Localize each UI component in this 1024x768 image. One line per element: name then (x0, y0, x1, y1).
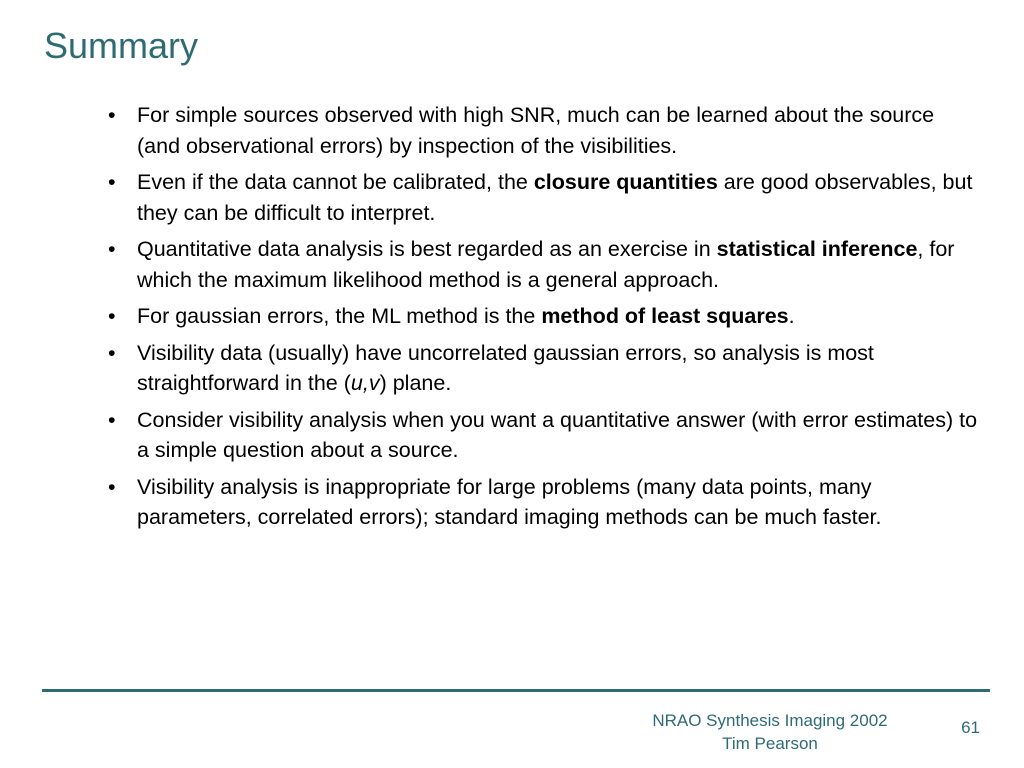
bullet-dot-icon: • (108, 304, 116, 328)
bullet-text: Consider visibility analysis when you want a quantitative answer (with error estimates) to a simple question about a source. (137, 407, 978, 462)
bullet-list (108, 100, 978, 539)
bullet-item (108, 301, 978, 332)
bullet-italic: u,v (350, 371, 380, 395)
footer-credit (620, 709, 920, 755)
bullet-item (108, 100, 978, 161)
bullet-text: Visibility analysis is inappropriate for large problems (many data points, many parameters, correlated errors); standard imaging methods can be much faster. (137, 474, 882, 529)
footer-author: Tim Pearson (722, 734, 818, 753)
bullet-item (108, 405, 978, 466)
bullet-text: Quantitative data analysis is best regarded as an exercise in (137, 237, 717, 261)
page-number: 61 (961, 718, 980, 737)
bullet-text: For gaussian errors, the ML method is the (137, 304, 542, 328)
bullet-text: Visibility data (usually) have uncorrelated gaussian errors, so analysis is most straightforward in the ( (137, 340, 874, 395)
bullet-emphasis: closure quantities (533, 170, 718, 194)
bullet-item (108, 234, 978, 295)
bullet-item (108, 338, 978, 399)
bullet-dot-icon: • (108, 407, 116, 432)
bullet-emphasis: method of least squares (541, 304, 789, 328)
bullet-text: ) plane. (379, 371, 452, 395)
bullet-dot-icon: • (108, 170, 116, 194)
bullet-dot-icon: • (108, 103, 116, 127)
bullet-dot-icon: • (108, 474, 116, 499)
bullet-text: . (788, 304, 795, 328)
bullet-item (108, 167, 978, 228)
bullet-text: are good observables, but they can be difficult to interpret. (137, 170, 973, 225)
bullet-dot-icon: • (108, 340, 116, 365)
bullet-emphasis: statistical inference (716, 237, 918, 261)
bullet-item (108, 472, 978, 533)
slide-title: Summary (44, 25, 199, 66)
footer-divider (42, 689, 990, 692)
bullet-text: For simple sources observed with high SNR, much can be learned about the source (and observational errors) by inspection of the visibilities. (137, 103, 935, 158)
bullet-text: Even if the data cannot be calibrated, the (137, 170, 534, 194)
footer-event: NRAO Synthesis Imaging 2002 (652, 711, 888, 730)
bullet-text: , for which the maximum likelihood method is a general approach. (137, 237, 955, 292)
bullet-dot-icon: • (108, 237, 116, 261)
